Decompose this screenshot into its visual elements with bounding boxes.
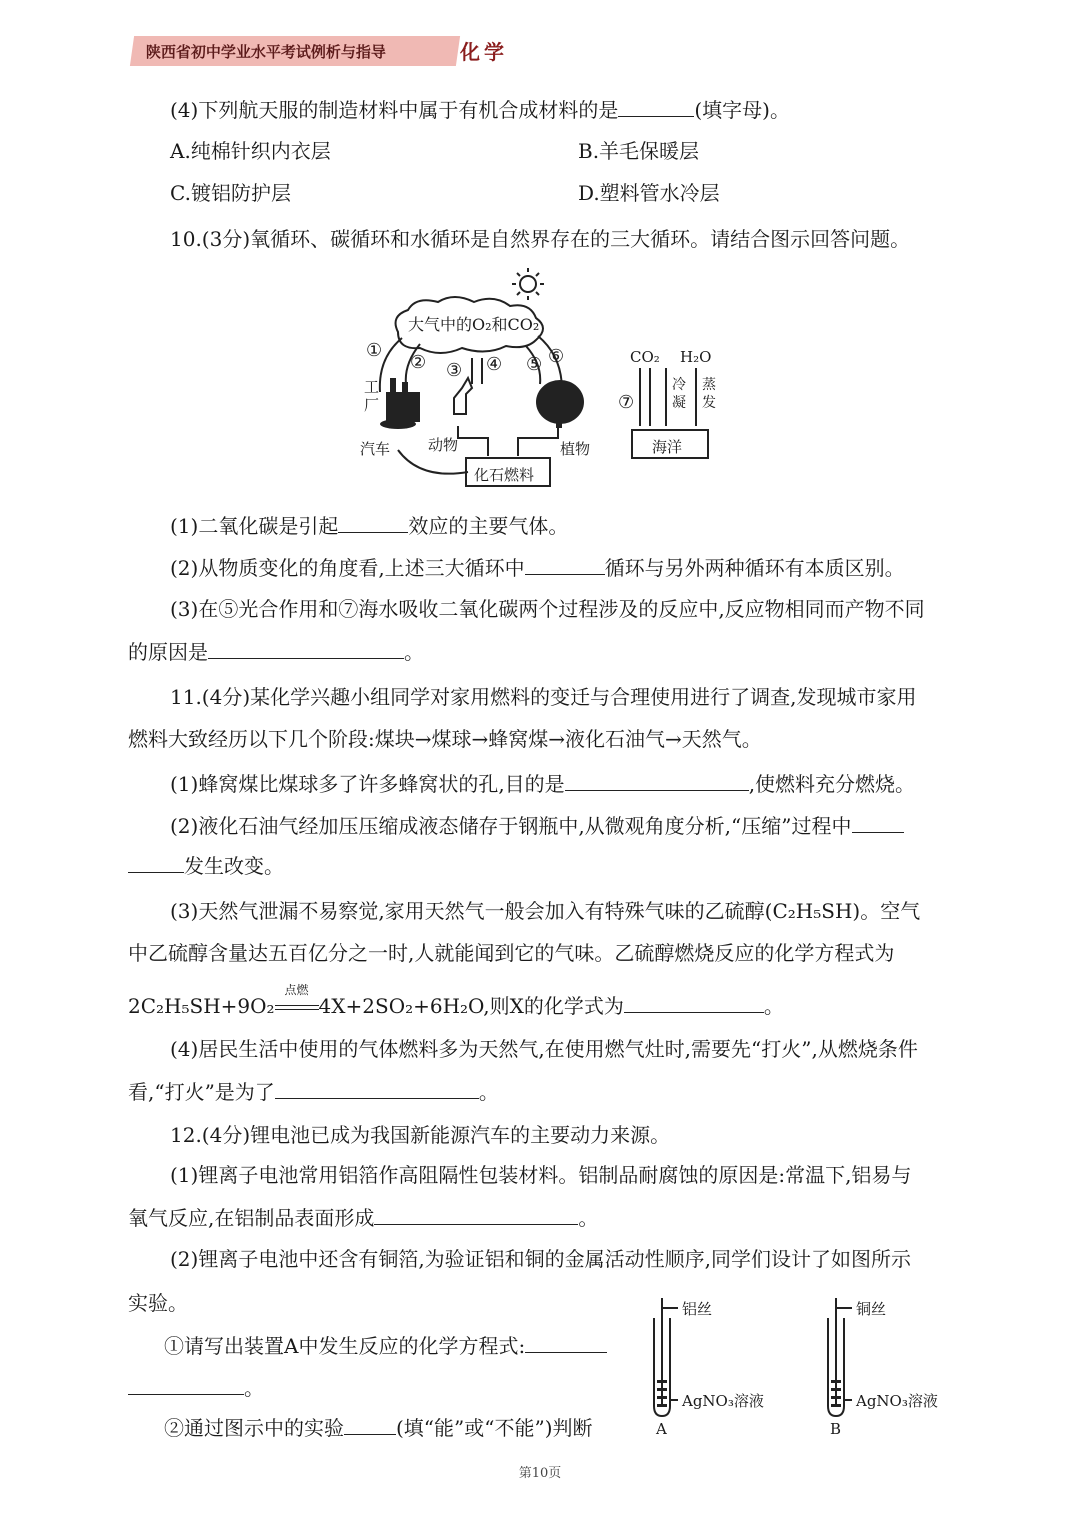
option-c: C.镀铝防护层 bbox=[170, 181, 291, 205]
sun-rays bbox=[512, 268, 544, 300]
q12-part1-line2 bbox=[128, 1204, 598, 1231]
q10-p3-text: 的原因是 bbox=[128, 640, 208, 664]
q10-p2-text: (2)从物质变化的角度看,上述三大循环中 bbox=[170, 556, 525, 580]
page-number: 第10页 bbox=[518, 1466, 562, 1481]
equation-left: 2C₂H₅SH+9O₂ bbox=[128, 994, 275, 1018]
answer-blank[interactable] bbox=[338, 512, 408, 533]
answer-blank[interactable] bbox=[624, 992, 764, 1013]
q11-part4-line1: (4)居民生活中使用的气体燃料多为天然气,在使用燃气灶时,需要先“打火”,从燃烧条件 bbox=[170, 1037, 918, 1061]
q11-part2-line1 bbox=[170, 812, 904, 839]
q12-sub2-text: ②通过图示中的实验 bbox=[164, 1416, 344, 1440]
ocean-label: 海洋 bbox=[652, 438, 683, 456]
q11-p1-tail: ,使燃料充分燃烧。 bbox=[748, 772, 916, 796]
book-title-banner bbox=[130, 36, 460, 66]
co2-label: CO₂ bbox=[630, 348, 660, 366]
label-4: ④ bbox=[486, 354, 503, 375]
factory-icon bbox=[386, 392, 420, 422]
equation-question: ,则X的化学式为 bbox=[483, 994, 624, 1018]
option-a: A.纯棉针织内衣层 bbox=[170, 139, 331, 163]
q12-stem: 12.(4分)锂电池已成为我国新能源汽车的主要动力来源。 bbox=[170, 1123, 671, 1147]
q12-sub2 bbox=[164, 1414, 593, 1441]
tube-a-wire-label: 铝丝 bbox=[682, 1300, 713, 1318]
q11-p4-tail: 。 bbox=[478, 1080, 499, 1104]
factory-label: 工厂 bbox=[364, 378, 380, 414]
answer-blank[interactable] bbox=[275, 1078, 479, 1099]
answer-blank[interactable] bbox=[525, 554, 605, 575]
plant-label: 植物 bbox=[560, 440, 591, 458]
label-7: ⑦ bbox=[618, 392, 635, 413]
tube-a-solution-label: AgNO₃溶液 bbox=[682, 1392, 764, 1410]
test-tube-a-figure bbox=[648, 1296, 788, 1442]
tube-b-solution-label: AgNO₃溶液 bbox=[856, 1392, 938, 1410]
q10-p1-text: (1)二氧化碳是引起 bbox=[170, 514, 339, 538]
book-title: 陕西省初中学业水平考试例析与指导 bbox=[146, 42, 387, 61]
answer-blank[interactable] bbox=[128, 1374, 244, 1395]
q12-p1-tail: 。 bbox=[578, 1206, 599, 1230]
car-label: 汽车 bbox=[360, 440, 391, 458]
evaporate-label: 蒸发 bbox=[702, 377, 716, 411]
q12-sub1 bbox=[164, 1332, 607, 1359]
tube-b-wire-label: 铜丝 bbox=[856, 1300, 887, 1318]
q9-4-stem bbox=[170, 96, 790, 123]
q11-stem-line1: 11.(4分)某化学兴趣小组同学对家用燃料的变迁与合理使用进行了调查,发现城市家用 bbox=[170, 685, 917, 709]
plant-to-fossil bbox=[518, 426, 558, 456]
car-icon bbox=[380, 419, 416, 429]
q10-part2 bbox=[170, 554, 905, 581]
answer-blank[interactable] bbox=[344, 1414, 396, 1435]
q10-part3-line1: (3)在⑤光合作用和⑦海水吸收二氧化碳两个过程涉及的反应中,反应物相同而产物不同 bbox=[170, 597, 925, 621]
label-3: ③ bbox=[446, 360, 463, 381]
reaction-arrow bbox=[275, 983, 319, 1019]
answer-blank[interactable] bbox=[128, 852, 184, 873]
q12-sub1-text: ①请写出装置A中发生反应的化学方程式: bbox=[164, 1334, 526, 1358]
q12-sub1-end: 。 bbox=[244, 1376, 264, 1400]
tree-icon bbox=[536, 380, 584, 424]
q12-sub1-line2 bbox=[128, 1374, 264, 1401]
atmosphere-label: 大气中的O₂和CO₂ bbox=[408, 315, 540, 334]
option-d: D.塑料管水冷层 bbox=[578, 181, 720, 205]
q11-part2-line2 bbox=[128, 852, 284, 879]
reaction-condition: 点燃 bbox=[284, 983, 309, 997]
q11-part3-line1: (3)天然气泄漏不易察觉,家用天然气一般会加入有特殊气味的乙硫醇(C₂H₅SH)。空气 bbox=[170, 899, 921, 923]
q11-equation bbox=[128, 983, 784, 1019]
answer-blank[interactable] bbox=[565, 770, 749, 791]
q12-sub2-tail: (填“能”或“不能”)判断 bbox=[396, 1416, 593, 1440]
q10-part1 bbox=[170, 512, 568, 539]
test-tube-b-figure bbox=[822, 1296, 962, 1442]
answer-blank[interactable] bbox=[374, 1204, 578, 1225]
q12-p1-text: 氧气反应,在铝制品表面形成 bbox=[128, 1206, 375, 1230]
test-tube-b-svg bbox=[822, 1296, 962, 1442]
q11-p2-text: (2)液化石油气经加压压缩成液态储存于钢瓶中,从微观角度分析,“压缩”过程中 bbox=[170, 814, 852, 838]
label-5: ⑤ bbox=[526, 354, 543, 375]
deer-icon bbox=[454, 378, 472, 414]
q9-4-stem-text: (4)下列航天服的制造材料中属于有机合成材料的是 bbox=[170, 98, 619, 122]
q10-stem: 10.(3分)氧循环、碳循环和水循环是自然界存在的三大循环。请结合图示回答问题。 bbox=[170, 227, 911, 251]
tube-b-label: B bbox=[830, 1420, 842, 1438]
label-1: ① bbox=[366, 340, 383, 361]
sun-icon bbox=[520, 276, 536, 292]
q11-part1 bbox=[170, 770, 915, 797]
q12-part1-line1: (1)锂离子电池常用铝箔作高阻隔性包装材料。铝制品耐腐蚀的原因是:常温下,铝易与 bbox=[170, 1163, 912, 1187]
cycle-diagram bbox=[350, 266, 720, 498]
q10-p1-tail: 效应的主要气体。 bbox=[408, 514, 569, 538]
option-b: B.羊毛保暖层 bbox=[578, 139, 700, 163]
q10-part3-line2 bbox=[128, 638, 424, 665]
q10-p3-tail: 。 bbox=[404, 640, 424, 664]
q11-part3-line2: 中乙硫醇含量达五百亿分之一时,人就能闻到它的气味。乙硫醇燃烧反应的化学方程式为 bbox=[128, 941, 895, 965]
q11-p4-text: 看,“打火”是为了 bbox=[128, 1080, 275, 1104]
answer-blank[interactable] bbox=[618, 96, 694, 117]
answer-blank[interactable] bbox=[852, 812, 904, 833]
q12-part2-line1: (2)锂离子电池中还含有铜箔,为验证铝和铜的金属活动性顺序,同学们设计了如图所示 bbox=[170, 1247, 912, 1271]
subject-label: 化学 bbox=[460, 40, 508, 64]
animal-label: 动物 bbox=[428, 436, 459, 454]
fossil-fuel-label: 化石燃料 bbox=[474, 466, 535, 484]
answer-blank[interactable] bbox=[208, 638, 404, 659]
q9-4-stem-tail: (填字母)。 bbox=[694, 98, 790, 122]
q11-part4-line2 bbox=[128, 1078, 499, 1105]
h2o-label: H₂O bbox=[680, 348, 712, 366]
q11-stem-line2: 燃料大致经历以下几个阶段:煤块→煤球→蜂窝煤→液化石油气→天然气。 bbox=[128, 727, 762, 751]
cycle-diagram-svg bbox=[350, 266, 720, 498]
label-2: ② bbox=[410, 352, 427, 373]
q10-p2-tail: 循环与另外两种循环有本质区别。 bbox=[604, 556, 905, 580]
answer-blank[interactable] bbox=[525, 1332, 607, 1353]
label-6: ⑥ bbox=[548, 346, 565, 367]
equation-end: 。 bbox=[763, 994, 784, 1018]
q11-p1-text: (1)蜂窝煤比煤球多了许多蜂窝状的孔,目的是 bbox=[170, 772, 565, 796]
equation-right: 4X+2SO₂+6H₂O bbox=[318, 994, 484, 1018]
condense-label: 冷凝 bbox=[672, 377, 686, 411]
tube-a-label: A bbox=[656, 1420, 667, 1438]
q11-p2-tail: 发生改变。 bbox=[184, 854, 284, 878]
q12-part2-line2: 实验。 bbox=[128, 1291, 188, 1315]
animal-to-fossil bbox=[458, 426, 488, 456]
test-tube-a-svg bbox=[648, 1296, 788, 1442]
